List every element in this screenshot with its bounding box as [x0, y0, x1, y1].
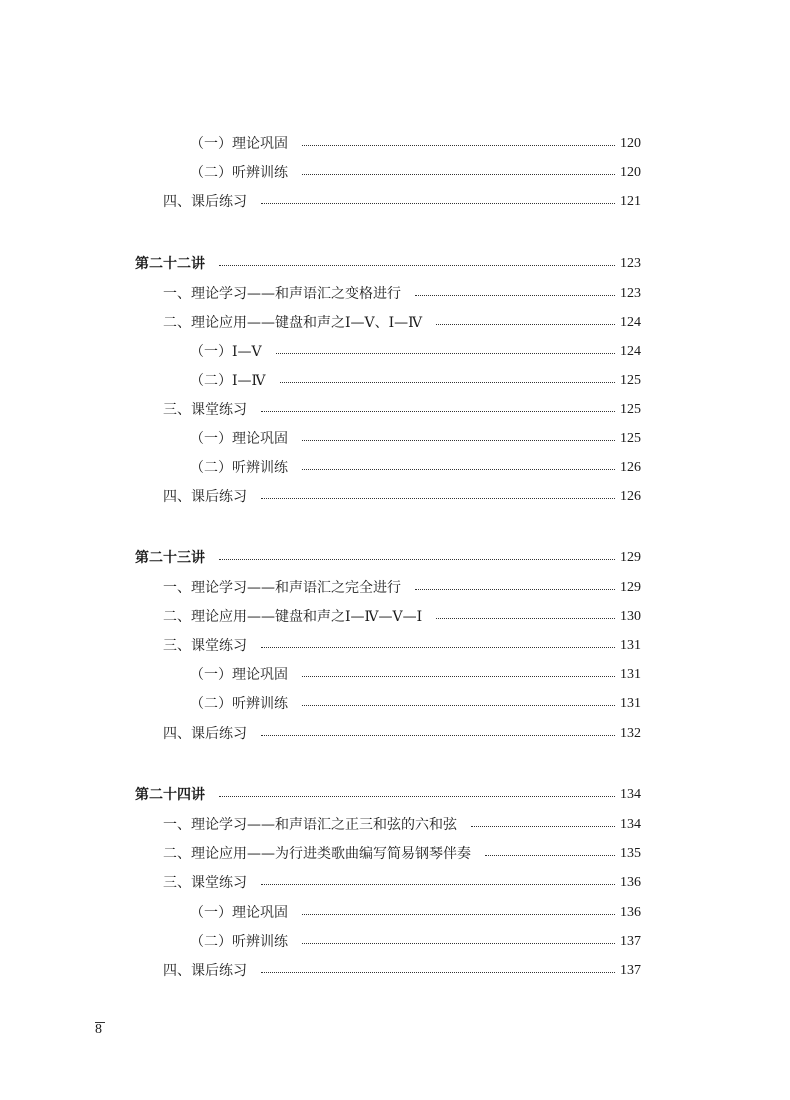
- toc-dot-leader: [415, 589, 615, 590]
- toc-dot-leader: [219, 265, 615, 266]
- toc-entry-title: 三、课堂练习: [163, 638, 247, 654]
- toc-lecture-entry: [0, 252, 790, 276]
- page-number: 8: [95, 1022, 102, 1037]
- toc-entry-title: （二）听辨训练: [190, 165, 288, 181]
- toc-subsection-entry: [0, 427, 790, 451]
- toc-entry-title: （二）听辨训练: [190, 934, 288, 950]
- toc-subsection-entry: [0, 456, 790, 480]
- toc-subsection-entry: [0, 901, 790, 925]
- toc-dot-leader: [302, 676, 615, 677]
- toc-dot-leader: [302, 705, 615, 706]
- toc-entry-title: 第二十二讲: [135, 256, 205, 272]
- toc-entry-title: （二）听辨训练: [190, 460, 288, 476]
- toc-section-entry: [0, 722, 790, 746]
- toc-dot-leader: [219, 559, 615, 560]
- toc-subsection-entry: [0, 930, 790, 954]
- toc-section-entry: [0, 398, 790, 422]
- toc-dot-leader: [261, 498, 615, 499]
- toc-entry-title: （一）理论巩固: [190, 136, 288, 152]
- toc-entry-title: 四、课后练习: [163, 489, 247, 505]
- toc-entry-page: 121: [620, 194, 641, 209]
- toc-dot-leader: [280, 382, 615, 383]
- toc-section-entry: [0, 485, 790, 509]
- toc-entry-page: 124: [620, 344, 641, 359]
- toc-section-entry: [0, 576, 790, 600]
- toc-entry-title: 四、课后练习: [163, 194, 247, 210]
- toc-entry-title: （一）Ⅰ—Ⅴ: [190, 344, 262, 360]
- toc-entry-page: 136: [620, 875, 641, 890]
- toc-entry-page: 130: [620, 609, 641, 624]
- toc-dot-leader: [302, 174, 615, 175]
- toc-dot-leader: [302, 440, 615, 441]
- toc-section-entry: [0, 842, 790, 866]
- toc-entry-page: 125: [620, 373, 641, 388]
- toc-dot-leader: [302, 145, 615, 146]
- toc-dot-leader: [219, 796, 615, 797]
- toc-subsection-entry: [0, 663, 790, 687]
- toc-entry-page: 125: [620, 431, 641, 446]
- toc-entry-title: 第二十三讲: [135, 550, 205, 566]
- toc-entry-page: 129: [620, 550, 641, 565]
- toc-subsection-entry: [0, 161, 790, 185]
- toc-entry-title: 二、理论应用——键盘和声之Ⅰ—Ⅳ—Ⅴ—Ⅰ: [163, 609, 423, 625]
- toc-dot-leader: [471, 826, 615, 827]
- toc-section-entry: [0, 282, 790, 306]
- toc-dot-leader: [261, 647, 615, 648]
- toc-section-entry: [0, 634, 790, 658]
- toc-entry-title: 一、理论学习——和声语汇之完全进行: [163, 580, 401, 596]
- toc-section-entry: [0, 813, 790, 837]
- toc-section-entry: [0, 959, 790, 983]
- toc-section-entry: [0, 311, 790, 335]
- toc-dot-leader: [302, 943, 615, 944]
- toc-dot-leader: [261, 884, 615, 885]
- toc-subsection-entry: [0, 369, 790, 393]
- toc-subsection-entry: [0, 132, 790, 156]
- toc-lecture-entry: [0, 783, 790, 807]
- toc-entry-page: 131: [620, 696, 641, 711]
- toc-entry-page: 120: [620, 136, 641, 151]
- toc-entry-page: 123: [620, 256, 641, 271]
- toc-section-entry: [0, 871, 790, 895]
- toc-entry-page: 120: [620, 165, 641, 180]
- toc-dot-leader: [261, 203, 615, 204]
- toc-entry-page: 126: [620, 489, 641, 504]
- toc-entry-page: 134: [620, 817, 641, 832]
- toc-entry-title: （一）理论巩固: [190, 431, 288, 447]
- toc-dot-leader: [415, 295, 615, 296]
- toc-entry-title: 二、理论应用——键盘和声之Ⅰ—Ⅴ、Ⅰ—Ⅳ: [163, 315, 423, 331]
- toc-dot-leader: [485, 855, 615, 856]
- toc-dot-leader: [276, 353, 615, 354]
- toc-entry-page: 131: [620, 667, 641, 682]
- toc-entry-page: 132: [620, 726, 641, 741]
- toc-entry-title: 一、理论学习——和声语汇之正三和弦的六和弦: [163, 817, 457, 833]
- toc-entry-page: 123: [620, 286, 641, 301]
- toc-entry-page: 125: [620, 402, 641, 417]
- toc-entry-page: 134: [620, 787, 641, 802]
- toc-entry-page: 129: [620, 580, 641, 595]
- toc-subsection-entry: [0, 692, 790, 716]
- toc-entry-title: 二、理论应用——为行进类歌曲编写简易钢琴伴奏: [163, 846, 471, 862]
- toc-dot-leader: [261, 411, 615, 412]
- toc-entry-title: 第二十四讲: [135, 787, 205, 803]
- toc-entry-page: 131: [620, 638, 641, 653]
- toc-dot-leader: [436, 324, 615, 325]
- toc-entry-title: （一）理论巩固: [190, 667, 288, 683]
- toc-entry-title: 三、课堂练习: [163, 402, 247, 418]
- toc-entry-page: 137: [620, 963, 641, 978]
- toc-entry-title: （一）理论巩固: [190, 905, 288, 921]
- toc-entry-page: 126: [620, 460, 641, 475]
- toc-entry-title: 四、课后练习: [163, 963, 247, 979]
- toc-lecture-entry: [0, 546, 790, 570]
- toc-subsection-entry: [0, 340, 790, 364]
- toc-dot-leader: [302, 469, 615, 470]
- toc-entry-title: 一、理论学习——和声语汇之变格进行: [163, 286, 401, 302]
- toc-entry-page: 136: [620, 905, 641, 920]
- toc-entry-page: 124: [620, 315, 641, 330]
- toc-entry-title: 四、课后练习: [163, 726, 247, 742]
- toc-entry-title: （二）Ⅰ—Ⅳ: [190, 373, 266, 389]
- toc-dot-leader: [261, 972, 615, 973]
- toc-dot-leader: [302, 914, 615, 915]
- toc-entry-page: 137: [620, 934, 641, 949]
- toc-entry-title: （二）听辨训练: [190, 696, 288, 712]
- toc-section-entry: [0, 190, 790, 214]
- toc-dot-leader: [261, 735, 615, 736]
- toc-section-entry: [0, 605, 790, 629]
- toc-entry-title: 三、课堂练习: [163, 875, 247, 891]
- toc-dot-leader: [436, 618, 615, 619]
- toc-entry-page: 135: [620, 846, 641, 861]
